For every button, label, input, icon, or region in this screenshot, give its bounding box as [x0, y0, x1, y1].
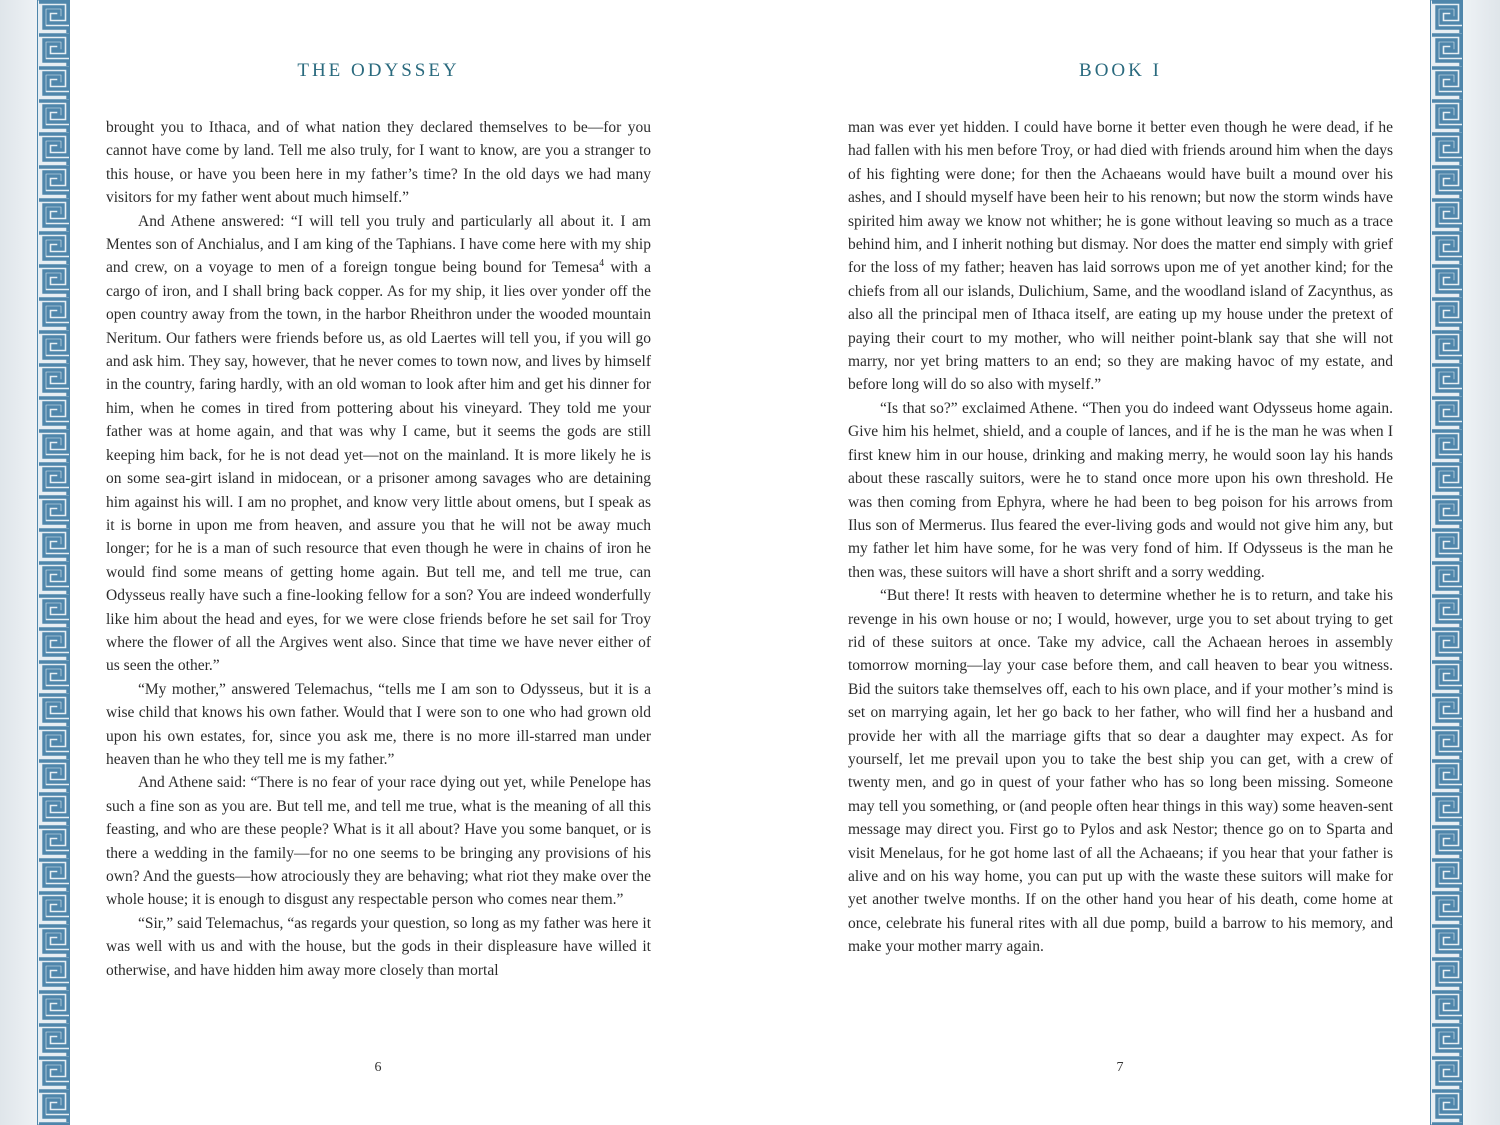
- paragraph: “My mother,” answered Telemachus, “tells me I am son to Odysseus, but it is a wise child that knows his own father. Would that I were son to one who had grown old upon his own estates, for, since you ask me, there is no more ill-starred man under heaven than he who they tell me is my father.”: [106, 680, 651, 768]
- meander-segment: [1432, 893, 1461, 924]
- meander-segment: [1432, 233, 1461, 264]
- meander-segment: [39, 662, 68, 693]
- meander-segment: [39, 563, 68, 594]
- meander-segment: [39, 266, 68, 297]
- running-head-left: THE ODYSSEY: [297, 60, 460, 81]
- meander-segment: [39, 497, 68, 528]
- meander-segment: [39, 1058, 68, 1089]
- meander-segment: [1432, 299, 1461, 330]
- meander-segment: [39, 629, 68, 660]
- meander-segment: [39, 530, 68, 561]
- page-number-left: 6: [374, 1060, 382, 1075]
- meander-segment: [1432, 431, 1461, 462]
- paragraph: “Sir,” said Telemachus, “as regards your question, so long as my father was here it was well with us and with the house, but the gods in their displeasure have willed it otherwise, and have hidden him away more closely than mortal: [106, 914, 651, 979]
- meander-segment: [39, 101, 68, 132]
- meander-segment: [1432, 497, 1461, 528]
- meander-segment: [39, 167, 68, 198]
- meander-segment: [1432, 2, 1461, 33]
- paragraph: [106, 210, 651, 678]
- meander-segment: [1432, 563, 1461, 594]
- page-edge-right: [1463, 0, 1500, 1125]
- meander-segment: [1432, 167, 1461, 198]
- paragraph: man was ever yet hidden. I could have borne it better even though he were dead, if he had fallen with his men before Troy, or had died with friends around him when the days of his fighting were done; for then the Achaeans would have built a mound over his ashes, and I should myself have been heir to his renown; but now the storm winds have spirited him away we know not whither; he is gone without leaving so much as a trace behind him, and I inherit nothing but dismay. Nor does the matter end simply with grief for the loss of my father; heaven has laid sorrows upon me of yet another kind; for the chiefs from all our islands, Dulichium, Same, and the woodland island of Zacynthus, as also all the principal men of Ithaca itself, are eating up my house under the pretext of paying their court to my mother, who will neither point-blank say that she will not marry, nor yet bring matters to an end; so they are making havoc of my estate, and before long will do so also with myself.”: [848, 119, 1393, 394]
- meander-segment: [39, 233, 68, 264]
- meander-segment: [1432, 959, 1461, 990]
- meander-segment: [1432, 926, 1461, 957]
- meander-segment: [1432, 1058, 1461, 1089]
- meander-segment: [1432, 728, 1461, 759]
- page-edge-left: [0, 0, 37, 1125]
- paragraph: “But there! It rests with heaven to determine whether he is to return, and take his revenge in his own house or no; I would, however, urge you to set about trying to get rid of these suitors at once. Take my advice, call the Achaean heroes in assembly tomorrow morning—lay your case before them, and call heaven to bear you witness. Bid the suitors take themselves off, each to his own place, and if your mother’s mind is set on marrying again, let her go back to her father, who will find her a husband and provide her with all the marriage gifts that so dear a daughter may expect. As for yourself, let me prevail upon you to take the best ship you can get, with a crew of twenty men, and go in quest of your father who has so long been missing. Someone may tell you something, or (and people often hear things in this way) some heaven-sent message may direct you. First go to Pylos and ask Nestor; thence go on to Sparta and visit Menelaus, for he got home last of all the Achaeans; if you hear that your father is alive and on his way home, you can put up with the waste these suitors will make for yet another twelve months. If on the other hand you hear of his death, come home at once, celebrate his funeral rites with all due pomp, build a barrow to his memory, and make your mother marry again.: [848, 587, 1393, 956]
- meander-segment: [1432, 992, 1461, 1023]
- meander-segment: [1432, 860, 1461, 891]
- meander-segment: [39, 596, 68, 627]
- meander-segment: [39, 35, 68, 66]
- meander-segment: [39, 68, 68, 99]
- meander-segment: [1432, 596, 1461, 627]
- greek-key-border-left: [37, 0, 70, 1125]
- meander-segment: [39, 332, 68, 363]
- meander-segment: [39, 860, 68, 891]
- meander-segment: [1432, 464, 1461, 495]
- meander-segment: [39, 728, 68, 759]
- page-number-right: 7: [1116, 1060, 1124, 1075]
- meander-segment: [1432, 530, 1461, 561]
- meander-segment: [1432, 266, 1461, 297]
- right-page-text: [848, 116, 1393, 959]
- paragraph: “Is that so?” exclaimed Athene. “Then you do indeed want Odysseus home again. Give him his helmet, shield, and a couple of lances, and if he is the man he was when I first knew him in our house, drinking and making merry, he would soon lay his hands about these rascally suitors, were he to stand once more upon his own threshold. He was then coming from Ephyra, where he had been to beg poison for his arrows from Ilus son of Mermerus. Ilus feared the ever-living gods and would not give him any, but my father let him have some, for he was very fond of him. If Odysseus is the man he then was, these suitors will have a short shrift and a sorry wedding.: [848, 399, 1393, 581]
- meander-segment: [1432, 68, 1461, 99]
- meander-segment: [39, 926, 68, 957]
- greek-key-border-right: [1430, 0, 1463, 1125]
- meander-segment: [1432, 35, 1461, 66]
- meander-segment: [39, 365, 68, 396]
- meander-segment: [1432, 1025, 1461, 1056]
- meander-segment: [39, 695, 68, 726]
- meander-segment: [39, 893, 68, 924]
- meander-segment: [39, 134, 68, 165]
- paragraph: brought you to Ithaca, and of what nation they declared themselves to be—for you cannot have come by land. Tell me also truly, for I want to know, are you a stranger to this house, or have you been here in my father’s time? In the old days we had many visitors for my father went about much himself.”: [106, 119, 651, 207]
- meander-segment: [1432, 761, 1461, 792]
- meander-segment: [1432, 134, 1461, 165]
- meander-segment: [1432, 662, 1461, 693]
- meander-segment: [39, 431, 68, 462]
- meander-segment: [39, 794, 68, 825]
- meander-segment: [39, 200, 68, 231]
- meander-segment: [39, 992, 68, 1023]
- meander-segment: [1432, 827, 1461, 858]
- meander-segment: [39, 1091, 68, 1122]
- footnote-marker[interactable]: 4: [599, 258, 605, 270]
- meander-segment: [1432, 365, 1461, 396]
- meander-segment: [39, 827, 68, 858]
- meander-segment: [1432, 794, 1461, 825]
- meander-segment: [39, 1025, 68, 1056]
- left-page-text: [106, 116, 651, 982]
- meander-segment: [1432, 398, 1461, 429]
- meander-segment: [1432, 101, 1461, 132]
- meander-segment: [39, 398, 68, 429]
- meander-segment: [39, 761, 68, 792]
- meander-segment: [39, 2, 68, 33]
- meander-segment: [1432, 695, 1461, 726]
- paragraph-text-continued: with a cargo of iron, and I shall bring back copper. As for my ship, it lies over yonder off the open country away from the town, in the harbor Rheithron under the wooded mountain Neritum. Our fathers were friends before us, as old Laertes will tell you, if you will go and ask him. They say, however, that he never comes to town now, and lives by himself in the country, faring hardly, with an old woman to look after him and get his dinner for him, when he comes in tired from pottering about his vineyard. They told me your father was at home again, and that was why I came, but it seems the gods are still keeping him back, for he is not dead yet—not on the mainland. It is more likely he is on some sea-girt island in midocean, or a prisoner among savages who are detaining him against his will. I am no prophet, and know very little about omens, but I speak as it is borne in upon me from heaven, and assure you that he will not be away much longer; for he is a man of such resource that even though he were in chains of iron he would find some means of getting home again. But tell me, and tell me true, can Odysseus really have such a fine-looking fellow for a son? You are indeed wonderfully like him about the head and eyes, for we were close friends before he set sail for Troy where the flower of all the Argives went also. Since that time we have never either of us seen the other.”: [106, 259, 651, 675]
- meander-segment: [39, 464, 68, 495]
- paragraph: And Athene said: “There is no fear of your race dying out yet, while Penelope has such a fine son as you are. But tell me, and tell me true, what is the meaning of all this feasting, and who are these people? What is it all about? Have you some banquet, or is there a wedding in the family—for no one seems to be bringing any provisions of his own? And the guests—how atrociously they are behaving; what riot they make over the whole house; it is enough to disgust any respectable person who comes near them.”: [106, 774, 651, 909]
- paragraph-text: And Athene answered: “I will tell you truly and particularly all about it. I am Mentes son of Anchialus, and I am king of the Taphians. I have come here with my ship and crew, on a voyage to men of a foreign tongue being bound for Temesa: [106, 212, 651, 277]
- meander-segment: [1432, 629, 1461, 660]
- running-head-right: BOOK I: [1079, 60, 1162, 81]
- meander-segment: [1432, 332, 1461, 363]
- meander-segment: [39, 299, 68, 330]
- meander-segment: [39, 959, 68, 990]
- meander-segment: [1432, 1091, 1461, 1122]
- meander-segment: [1432, 200, 1461, 231]
